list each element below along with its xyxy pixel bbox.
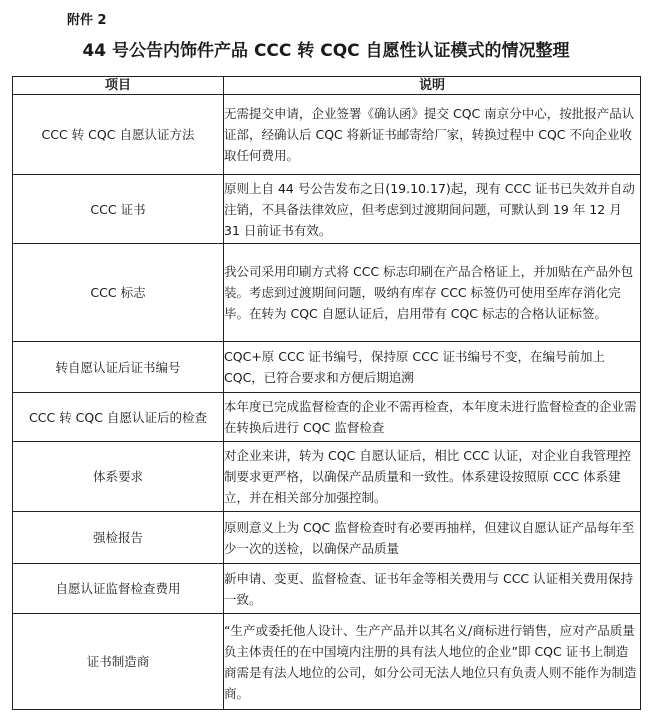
row-description: 我公司采用印刷方式将 CCC 标志印刷在产品合格证上，并加贴在产品外包装。考虑到过渡期间问题，吸纳有库存 CCC 标签仍可使用至库存消化完毕。在转为 CQC 自愿认证后，启用带有 CQC 标志的合格认证标签。 [224, 244, 641, 342]
table-row [13, 95, 641, 175]
row-item: CCC 转 CQC 自愿认证方法 [13, 95, 224, 175]
table-row [13, 342, 641, 393]
table-row [13, 393, 641, 442]
table-row [13, 244, 641, 342]
row-description: 原则上自 44 号公告发布之日(19.10.17)起，现有 CCC 证书已失效并自动注销，不具备法律效应，但考虑到过渡期间问题，可默认到 19 年 12 月 31 日前证书有效。 [224, 175, 641, 244]
row-description: 本年度已完成监督检查的企业不需再检查，本年度未进行监督检查的企业需在转换后进行 CQC 监督检查 [224, 393, 641, 442]
row-description: 对企业来讲，转为 CQC 自愿认证后，相比 CCC 认证，对企业自我管理控制要求更严格，以确保产品质量和一致性。体系建设按照原 CCC 体系建立，并在相关部分加强控制。 [224, 442, 641, 512]
table-row [13, 442, 641, 512]
summary-table [12, 76, 641, 710]
row-item: 自愿认证监督检查费用 [13, 564, 224, 614]
table-row [13, 614, 641, 710]
row-item: CCC 转 CQC 自愿认证后的检查 [13, 393, 224, 442]
row-item: 强检报告 [13, 512, 224, 564]
row-item: CCC 证书 [13, 175, 224, 244]
row-item: CCC 标志 [13, 244, 224, 342]
row-description: 新申请、变更、监督检查、证书年金等相关费用与 CCC 认证相关费用保持一致。 [224, 564, 641, 614]
row-description: 原则意义上为 CQC 监督检查时有必要再抽样，但建议自愿认证产品每年至少一次的送检，以确保产品质量 [224, 512, 641, 564]
row-description: CQC+原 CCC 证书编号，保持原 CCC 证书编号不变，在编号前加上 CQC，已符合要求和方便后期追溯 [224, 342, 641, 393]
row-description: 无需提交申请，企业签署《确认函》提交 CQC 南京分中心，按批报产品认证部，经确认后 CQC 将新证书邮寄给厂家，转换过程中 CQC 不向企业收取任何费用。 [224, 95, 641, 175]
row-item: 转自愿认证后证书编号 [13, 342, 224, 393]
header-description: 说明 [224, 77, 641, 95]
table-row [13, 512, 641, 564]
row-description: “生产或委托他人设计、生产产品并以其名义/商标进行销售，应对产品质量负主体责任的在中国境内注册的具有法人地位的企业”即 CQC 证书上制造商需是有法人地位的公司，如分公司无法人地位只有负责人则不能作为制造商。 [224, 614, 641, 710]
table-header-row [13, 77, 641, 95]
table-row [13, 564, 641, 614]
document-title: 44 号公告内饰件产品 CCC 转 CQC 自愿性认证模式的情况整理 [82, 41, 570, 61]
table-row [13, 175, 641, 244]
attachment-label: 附件 2 [67, 13, 107, 28]
header-item: 项目 [13, 77, 224, 95]
row-item: 证书制造商 [13, 614, 224, 710]
row-item: 体系要求 [13, 442, 224, 512]
